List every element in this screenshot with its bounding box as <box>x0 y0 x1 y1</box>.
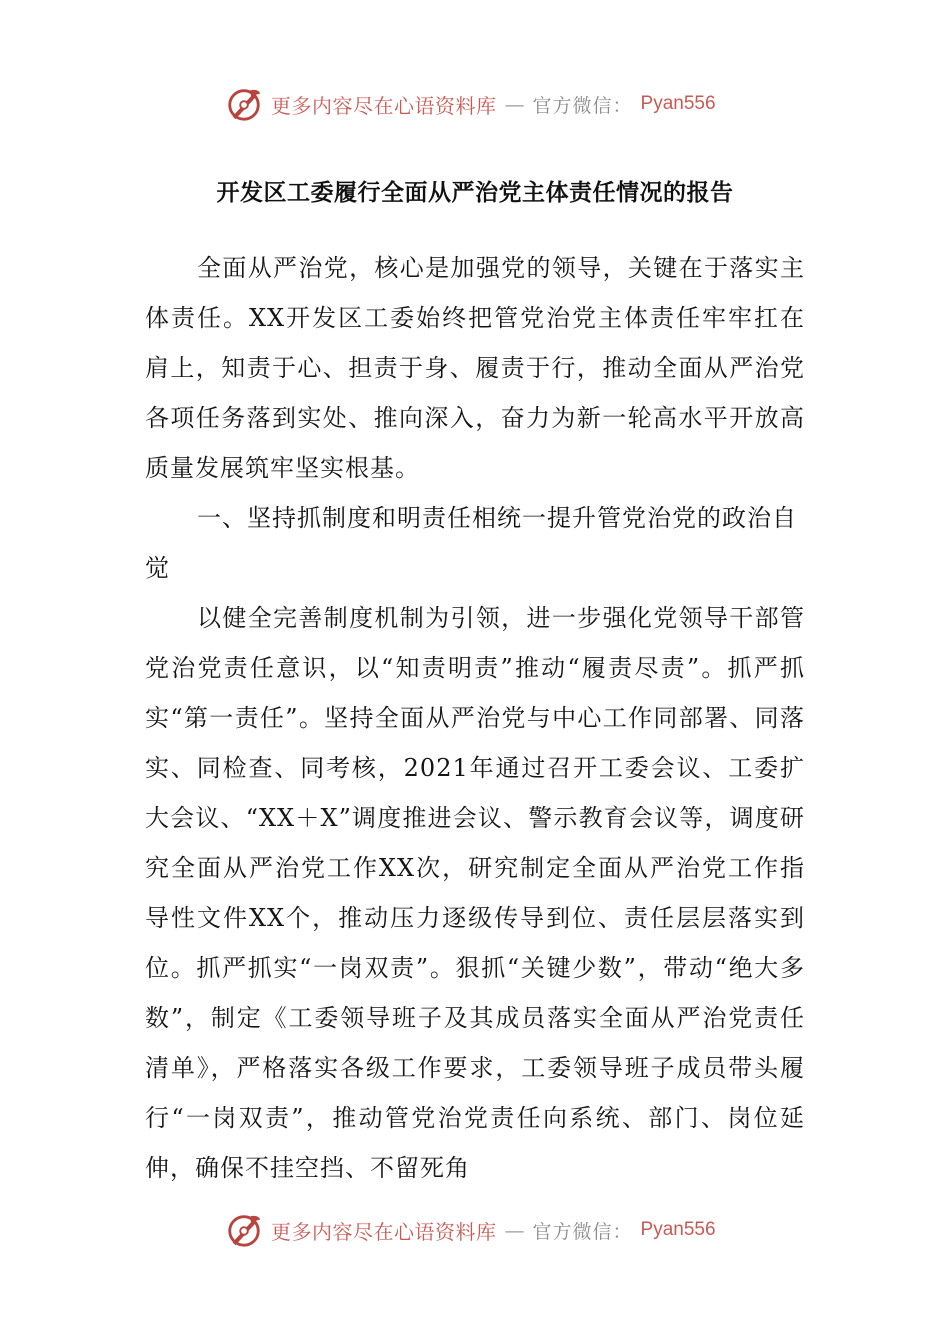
watermark-wechat-id: Pyan556 <box>640 93 716 114</box>
watermark-site-text: 更多内容尽在心语资料库 <box>271 93 497 118</box>
intro-paragraph: 全面从严治党，核心是加强党的领导，关键在于落实主体责任。XX开发区工委始终把管党治党主体责任牢牢扛在肩上，知责于心、担责于身、履责于行，推动全面从严治党各项任务落到实处、推向深入，奋力为新一轮高水平开放高质量发展筑牢坚实根基。 <box>145 254 805 482</box>
watermark-dash: — <box>504 1218 525 1242</box>
watermark-dash: — <box>504 92 525 116</box>
document-body <box>145 243 805 1193</box>
watermark-banner-bottom <box>225 1210 745 1250</box>
watermark-banner-top <box>225 84 745 124</box>
watermark-wechat-id: Pyan556 <box>640 1219 716 1240</box>
quill-logo-icon <box>225 1211 263 1249</box>
section-1-paragraph: 以健全完善制度机制为引领，进一步强化党领导干部管党治党责任意识，以“知责明责”推动“履责尽责”。抓严抓实“第一责任”。坚持全面从严治党与中心工作同部署、同落实、同检查、同考核，2021年通过召开工委会议、工委扩大会议、“XX＋X”调度推进会议、警示教育会议等，调度研究全面从严治党工作XX次，研究制定全面从严治党工作指导性文件XX个，推动压力逐级传导到位、责任层层落实到位。抓严抓实“一岗双责”。狠抓“关键少数”，带动“绝大多数”，制定《工委领导班子及其成员落实全面从严治党责任清单》，严格落实各级工作要求，工委领导班子成员带头履行“一岗双责”，推动管党治党责任向系统、部门、岗位延伸，确保不挂空挡、不留死角 <box>145 604 805 1182</box>
section-heading-1: 一、坚持抓制度和明责任相统一提升管党治党的政治自觉 <box>145 504 797 582</box>
watermark-wechat-label: 官方微信： <box>532 94 633 117</box>
document-title: 开发区工委履行全面从严治党主体责任情况的报告 <box>216 180 734 206</box>
watermark-wechat-label: 官方微信： <box>532 1220 633 1243</box>
watermark-site-text: 更多内容尽在心语资料库 <box>271 1219 497 1244</box>
quill-logo-icon <box>225 85 263 123</box>
